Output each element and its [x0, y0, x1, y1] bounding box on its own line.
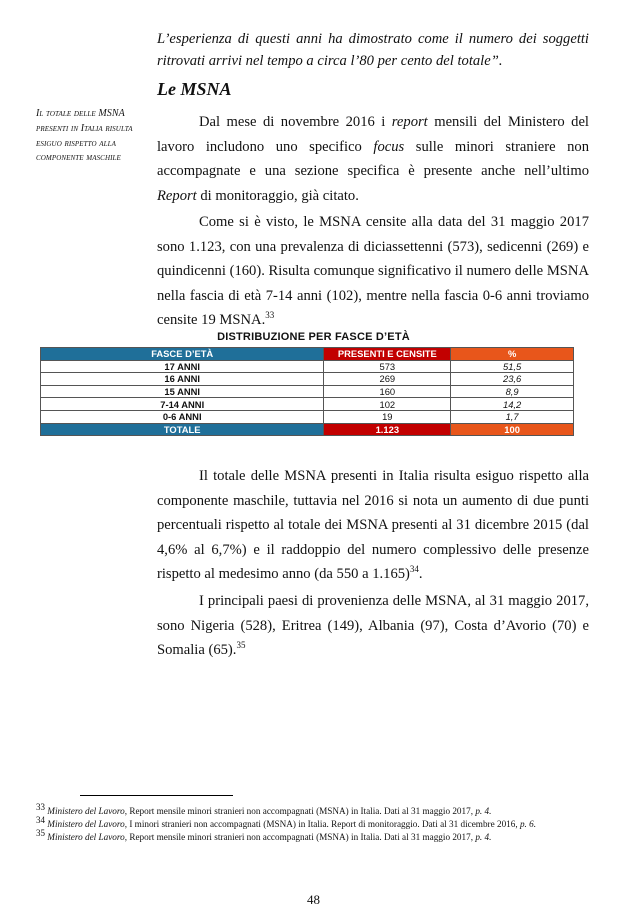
table-title: DISTRIBUZIONE PER FASCE D’ETÀ: [217, 331, 410, 343]
page-number: 48: [307, 892, 320, 907]
section-title: Le MSNA: [157, 79, 232, 99]
count-cell: 573: [324, 360, 451, 373]
age-band-cell: 7-14 ANNI: [41, 398, 324, 411]
table-row: [41, 360, 574, 373]
table-total-row: [41, 423, 574, 436]
count-cell: 160: [324, 385, 451, 398]
footnote-35: $^{35}$ Ministero del Lavoro, Report mensile minori stranieri non accompagnati (MSNA) in Italia. Dati al 31 maggio 2017, p. 4.: [36, 828, 492, 843]
footnote-ref-34[interactable]: 34: [409, 564, 419, 575]
table-row: [41, 398, 574, 411]
percent-cell: 23,6: [451, 373, 574, 386]
header-age-band: FASCE D’ETÀ: [41, 348, 324, 361]
footnote-ref-33[interactable]: 33: [265, 310, 275, 321]
total-count-cell: 1.123: [324, 423, 451, 436]
percent-cell: 51,5: [451, 360, 574, 373]
header-present: PRESENTI E CENSITE: [324, 348, 451, 361]
percent-cell: 1,7: [451, 410, 574, 423]
table-row: [41, 385, 574, 398]
footnote-33: $^{33}$ Ministero del Lavoro, Report mensile minori stranieri non accompagnati (MSNA) in Italia. Dati al 31 maggio 2017, p. 4.: [36, 801, 492, 816]
table-header-row: [41, 348, 574, 361]
margin-note: Il totale delle MSNA presenti in Italia risulta esiguo rispetto alla componente maschile: [36, 108, 133, 164]
header-percent: %: [451, 348, 574, 361]
paragraph-4: I principali paesi di provenienza delle MSNA, al 31 maggio 2017, sono Nigeria (528), Eritrea (149), Albania (97), Costa d’Avorio (70) e Somalia (65).$^{35}$: [157, 593, 589, 659]
total-percent-cell: 100: [451, 423, 574, 436]
count-cell: 269: [324, 373, 451, 386]
footnotes: [36, 801, 572, 845]
block-quote: L’esperienza di questi anni ha dimostrato come il numero dei soggetti ritrovati arrivi nel tempo a circa l’80 per cento del totale”.: [157, 31, 589, 69]
count-cell: 102: [324, 398, 451, 411]
paragraph-1: Dal mese di novembre 2016 i report mensili del Ministero del lavoro includono uno specifico focus sulle minori straniere non accompagnate e una sezione specifica è presente anche nell’ultimo Report di monitoraggio, già citato.: [157, 114, 590, 204]
age-distribution-table: [40, 347, 574, 436]
age-band-cell: 16 ANNI: [41, 373, 324, 386]
age-band-cell: 15 ANNI: [41, 385, 324, 398]
age-band-cell: 0-6 ANNI: [41, 410, 324, 423]
paragraph-3: Il totale delle MSNA presenti in Italia risulta esiguo rispetto alla componente maschile, tuttavia nel 2016 si nota un aumento di due punti percentuali rispetto al totale dei MSNA presenti al 31 dicembre 2015 (dal 4,6% al 6,7%) e il raddoppio del numero complessivo delle presenze rispetto al medesimo anno (da 550 a 1.165)$^{34}$.: [157, 468, 589, 583]
count-cell: 19: [324, 410, 451, 423]
percent-cell: 8,9: [451, 385, 574, 398]
paragraph-2: Come si è visto, le MSNA censite alla data del 31 maggio 2017 sono 1.123, con una prevalenza di diciassettenni (573), sedicenni (269) e quindicenni (160). Risulta comunque significativo il numero delle MSNA nella fascia di età 7-14 anni (102), mentre nella fascia 0-6 anni troviamo censite 19 MSNA.$^{33}$: [157, 214, 589, 329]
footnote-separator: [80, 795, 233, 796]
footnote-34: $^{34}$ Ministero del Lavoro, I minori stranieri non accompagnati (MSNA) in Italia. Report di monitoraggio. Dati al 31 dicembre 2016, p. 6.: [36, 815, 537, 830]
percent-cell: 14,2: [451, 398, 574, 411]
table-row: [41, 410, 574, 423]
age-band-cell: 17 ANNI: [41, 360, 324, 373]
footnote-ref-35[interactable]: 35: [236, 640, 246, 651]
total-label-cell: TOTALE: [41, 423, 324, 436]
table-row: [41, 373, 574, 386]
